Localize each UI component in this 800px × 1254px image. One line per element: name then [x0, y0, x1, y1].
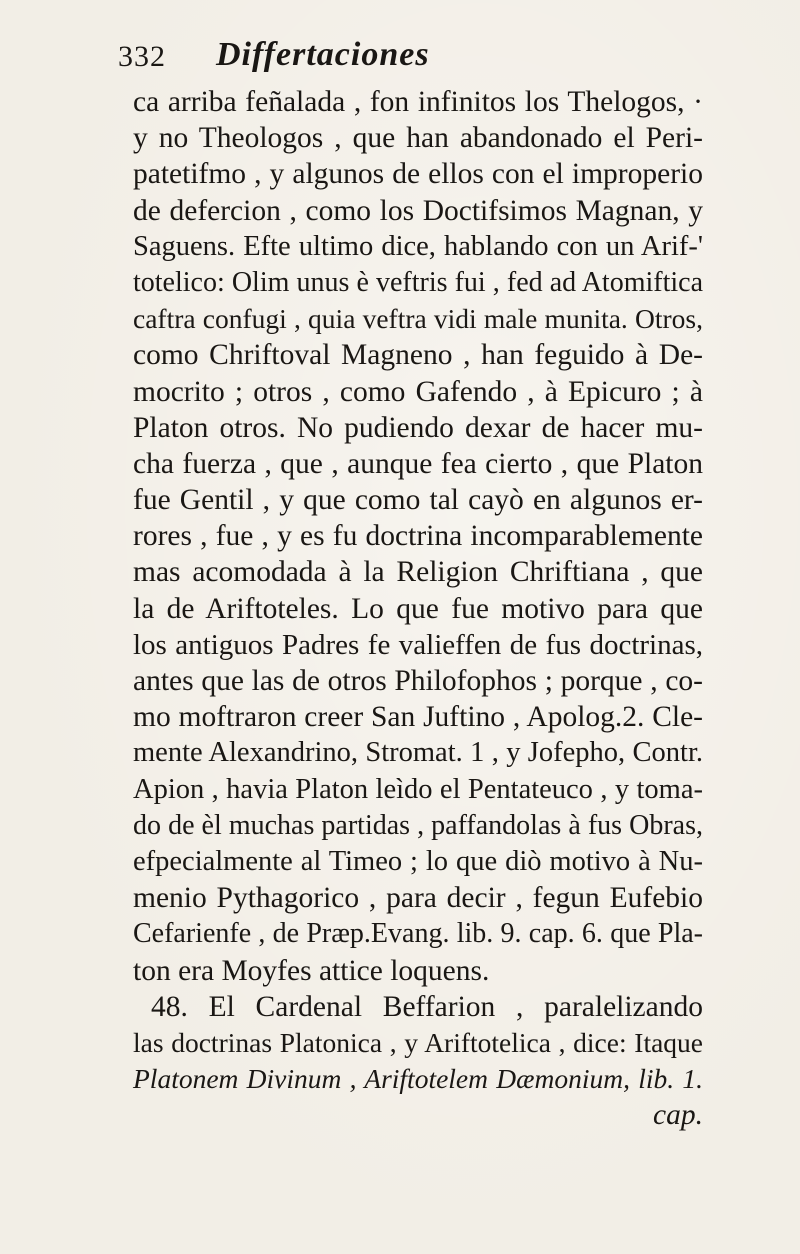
- text-line: rores , fue , y es fu doctrina incomparablemente: [133, 520, 703, 553]
- text-line: caftra confugi , quia veftra vidi male munita. Otros,: [133, 303, 703, 335]
- page-number: 332: [118, 40, 166, 73]
- text-line: totelico: Olim unus è veftris fui , fed ad Atomiftica: [133, 266, 703, 298]
- text-line: mo moftraron creer San Juftino , Apolog.2. Cle-: [133, 701, 703, 734]
- text-line: de defercion , como los Doctifsimos Magnan, y: [133, 194, 703, 227]
- text-line: y no Theologos , que han abandonado el Peri-: [133, 122, 703, 155]
- text-line: patetifmo , y algunos de ellos con el improperio: [133, 158, 703, 191]
- text-line: mente Alexandrino, Stromat. 1 , y Jofepho, Contr.: [133, 737, 703, 769]
- paragraph-start-line: 48. El Cardenal Beffarion , paralelizando: [151, 990, 703, 1023]
- page-header: [118, 36, 718, 86]
- body-text: [133, 84, 703, 1133]
- text-line: menio Pythagorico , para decir , fegun Eufebio: [133, 882, 703, 915]
- text-line: Saguens. Efte ultimo dice, hablando con un Arif-': [133, 230, 703, 262]
- catchword: cap.: [653, 1099, 703, 1132]
- text-line: cha fuerza , que , aunque fea cierto , que Platon: [133, 447, 703, 480]
- text-line: Platonem Divinum , Ariftotelem Dæmonium, lib. 1.: [133, 1063, 703, 1095]
- text-line: ton era Moyfes attice loquens.: [133, 954, 490, 987]
- running-head: Differtaciones: [216, 36, 430, 73]
- text-line: Cefarienfe , de Præp.Evang. lib. 9. cap. 6. que Pla-: [133, 918, 703, 950]
- text-line: la de Ariftoteles. Lo que fue motivo para que: [133, 592, 703, 625]
- text-line: las doctrinas Platonica , y Ariftotelica , dice: Itaque: [133, 1026, 703, 1058]
- text-line: do de èl muchas partidas , paffandolas à fus Obras,: [133, 809, 703, 841]
- text-line: como Chriftoval Magneno , han feguido à De-: [133, 339, 703, 372]
- text-line: antes que las de otros Philofophos ; porque , co-: [133, 665, 703, 697]
- text-line: efpecialmente al Timeo ; lo que diò motivo à Nu-: [133, 845, 703, 877]
- text-line: los antiguos Padres fe valieffen de fus doctrinas,: [133, 628, 703, 661]
- text-line: mocrito ; otros , como Gafendo , à Epicuro ; à: [133, 375, 703, 408]
- text-line: Apion , havia Platon leìdo el Pentateuco , y toma-: [133, 773, 703, 805]
- text-line: fue Gentil , y que como tal cayò en algunos er-: [133, 484, 703, 517]
- text-line: ca arriba feñalada , fon infinitos los Thelogos, ·: [133, 86, 703, 118]
- text-line: mas acomodada à la Religion Chriftiana , que: [133, 556, 703, 589]
- text-line: Platon otros. No pudiendo dexar de hacer mu-: [133, 411, 703, 444]
